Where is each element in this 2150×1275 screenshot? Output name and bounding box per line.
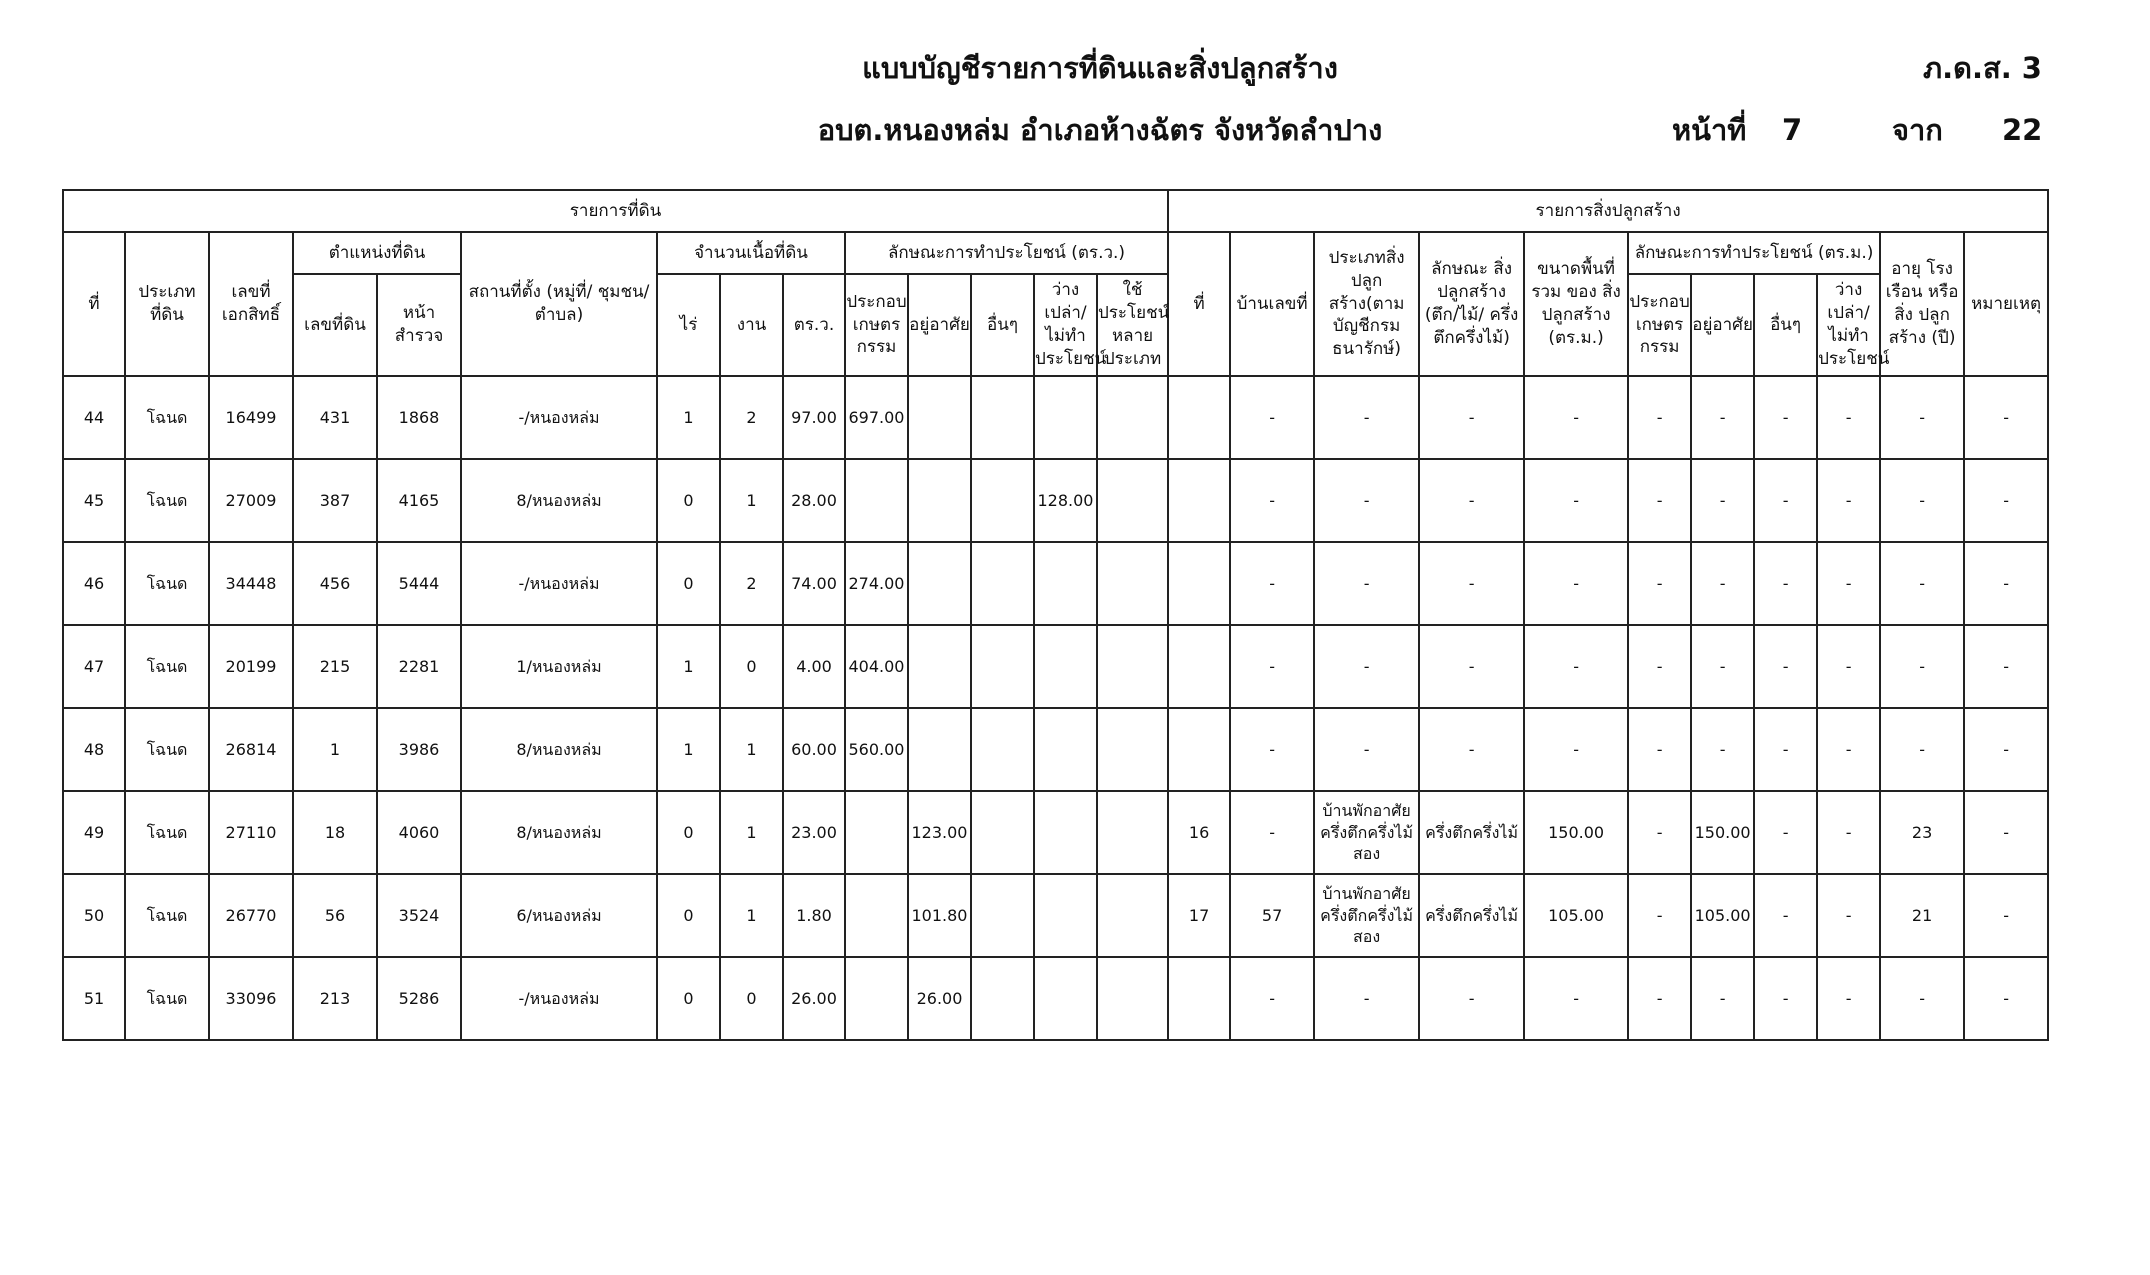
- col-building-residence: อยู่อาศัย: [1691, 274, 1754, 376]
- cell-no: 48: [63, 708, 125, 791]
- col-building-other: อื่นๆ: [1754, 274, 1817, 376]
- cell-type: โฉนด: [125, 957, 209, 1040]
- cell-agri: [845, 791, 908, 874]
- cell-no: 44: [63, 376, 125, 459]
- col-building-type: ประเภทสิ่งปลูกสร้าง(ตามบัญชีกรมธนารักษ์): [1314, 232, 1419, 376]
- cell-type: โฉนด: [125, 708, 209, 791]
- col-title-deed-no: เลขที่ เอกสิทธิ์: [209, 232, 293, 376]
- cell-b-area: -: [1524, 625, 1628, 708]
- cell-b-no: [1168, 625, 1230, 708]
- cell-b-type: -: [1314, 376, 1419, 459]
- cell-oth: [971, 874, 1034, 957]
- cell-b-type: -: [1314, 957, 1419, 1040]
- cell-wa: 1.80: [783, 874, 845, 957]
- document-title: แบบบัญชีรายการที่ดินและสิ่งปลูกสร้าง: [862, 51, 1338, 85]
- cell-remark: -: [1964, 708, 2048, 791]
- group-building-use: ลักษณะการทำประโยชน์ (ตร.ม.): [1628, 232, 1880, 274]
- col-rai: ไร่: [657, 274, 720, 376]
- cell-b-no: [1168, 376, 1230, 459]
- cell-b-agri: -: [1628, 874, 1691, 957]
- cell-vac: [1034, 708, 1097, 791]
- cell-multi: [1097, 874, 1168, 957]
- table-row: [63, 376, 2048, 459]
- cell-b-oth: -: [1754, 708, 1817, 791]
- cell-vac: [1034, 542, 1097, 625]
- table-row: [63, 957, 2048, 1040]
- cell-b-no: [1168, 542, 1230, 625]
- cell-b-area: -: [1524, 459, 1628, 542]
- cell-house: -: [1230, 791, 1314, 874]
- cell-b-vac: -: [1817, 791, 1880, 874]
- cell-b-char: ครึ่งตึกครึ่งไม้: [1419, 874, 1524, 957]
- cell-b-res: -: [1691, 376, 1754, 459]
- cell-rai: 0: [657, 957, 720, 1040]
- cell-deed: 26770: [209, 874, 293, 957]
- cell-page: 1868: [377, 376, 461, 459]
- cell-b-res: 150.00: [1691, 791, 1754, 874]
- cell-type: โฉนด: [125, 625, 209, 708]
- cell-page: 3524: [377, 874, 461, 957]
- cell-b-oth: -: [1754, 459, 1817, 542]
- table-row: [63, 625, 2048, 708]
- group-land-position: ตำแหน่งที่ดิน: [293, 232, 461, 274]
- cell-b-agri: -: [1628, 625, 1691, 708]
- cell-deed: 16499: [209, 376, 293, 459]
- cell-b-vac: -: [1817, 708, 1880, 791]
- cell-vac: [1034, 874, 1097, 957]
- table-row: [63, 791, 2048, 874]
- cell-ngan: 2: [720, 542, 783, 625]
- cell-remark: -: [1964, 791, 2048, 874]
- cell-b-char: -: [1419, 625, 1524, 708]
- cell-b-no: [1168, 708, 1230, 791]
- cell-page: 5286: [377, 957, 461, 1040]
- cell-type: โฉนด: [125, 376, 209, 459]
- cell-b-oth: -: [1754, 376, 1817, 459]
- cell-house: -: [1230, 459, 1314, 542]
- cell-b-no: 16: [1168, 791, 1230, 874]
- cell-remark: -: [1964, 625, 2048, 708]
- cell-b-type: บ้านพักอาศัยครึ่งตึกครึ่งไม้สอง: [1314, 791, 1419, 874]
- cell-vac: [1034, 957, 1097, 1040]
- cell-wa: 26.00: [783, 957, 845, 1040]
- col-land-no: เลขที่ดิน: [293, 274, 377, 376]
- table-row: [63, 542, 2048, 625]
- cell-b-type: -: [1314, 708, 1419, 791]
- cell-wa: 74.00: [783, 542, 845, 625]
- cell-b-area: 105.00: [1524, 874, 1628, 957]
- cell-no: 47: [63, 625, 125, 708]
- cell-loc: 8/หนองหล่ม: [461, 791, 657, 874]
- cell-b-vac: -: [1817, 459, 1880, 542]
- document-subtitle: อบต.หนองหล่ม อำเภอห้างฉัตร จังหวัดลำปาง: [817, 113, 1383, 147]
- col-building-agriculture: ประกอบ เกษตร กรรม: [1628, 274, 1691, 376]
- cell-loc: 8/หนองหล่ม: [461, 708, 657, 791]
- cell-multi: [1097, 791, 1168, 874]
- table-row: [63, 874, 2048, 957]
- cell-b-oth: -: [1754, 957, 1817, 1040]
- cell-agri: 274.00: [845, 542, 908, 625]
- cell-page: 4060: [377, 791, 461, 874]
- cell-oth: [971, 542, 1034, 625]
- col-building-vacant: ว่างเปล่า/ ไม่ทำ ประโยชน์: [1817, 274, 1880, 376]
- cell-b-oth: -: [1754, 625, 1817, 708]
- cell-age: -: [1880, 542, 1964, 625]
- table-body: [63, 376, 2048, 1040]
- table-row: [63, 459, 2048, 542]
- cell-b-vac: -: [1817, 874, 1880, 957]
- cell-b-res: -: [1691, 957, 1754, 1040]
- col-vacant: ว่างเปล่า/ ไม่ทำ ประโยชน์: [1034, 274, 1097, 376]
- cell-deed: 26814: [209, 708, 293, 791]
- cell-b-agri: -: [1628, 957, 1691, 1040]
- cell-vac: [1034, 791, 1097, 874]
- cell-b-area: -: [1524, 708, 1628, 791]
- cell-b-agri: -: [1628, 376, 1691, 459]
- cell-b-char: ครึ่งตึกครึ่งไม้: [1419, 791, 1524, 874]
- col-no: ที่: [63, 232, 125, 376]
- col-building-no: ที่: [1168, 232, 1230, 376]
- cell-age: -: [1880, 708, 1964, 791]
- cell-wa: 60.00: [783, 708, 845, 791]
- cell-vac: [1034, 376, 1097, 459]
- cell-res: 101.80: [908, 874, 971, 957]
- cell-b-char: -: [1419, 957, 1524, 1040]
- cell-house: -: [1230, 957, 1314, 1040]
- cell-b-type: -: [1314, 459, 1419, 542]
- col-building-age: อายุ โรงเรือน หรือสิ่ง ปลูกสร้าง (ปี): [1880, 232, 1964, 376]
- cell-house: 57: [1230, 874, 1314, 957]
- cell-land-no: 18: [293, 791, 377, 874]
- cell-rai: 1: [657, 376, 720, 459]
- cell-vac: 128.00: [1034, 459, 1097, 542]
- cell-loc: -/หนองหล่ม: [461, 542, 657, 625]
- cell-b-char: -: [1419, 708, 1524, 791]
- col-multi-use: ใช้ประโยชน์ หลาย ประเภท: [1097, 274, 1168, 376]
- cell-no: 45: [63, 459, 125, 542]
- cell-age: 21: [1880, 874, 1964, 957]
- group-land-use: ลักษณะการทำประโยชน์ (ตร.ว.): [845, 232, 1168, 274]
- col-remark: หมายเหตุ: [1964, 232, 2048, 376]
- cell-agri: 560.00: [845, 708, 908, 791]
- cell-page: 3986: [377, 708, 461, 791]
- cell-b-res: -: [1691, 459, 1754, 542]
- cell-land-no: 456: [293, 542, 377, 625]
- cell-agri: [845, 957, 908, 1040]
- cell-b-char: -: [1419, 376, 1524, 459]
- cell-b-agri: -: [1628, 708, 1691, 791]
- cell-rai: 0: [657, 542, 720, 625]
- cell-type: โฉนด: [125, 791, 209, 874]
- cell-land-no: 387: [293, 459, 377, 542]
- cell-land-no: 215: [293, 625, 377, 708]
- col-survey-page: หน้า สำรวจ: [377, 274, 461, 376]
- cell-type: โฉนด: [125, 874, 209, 957]
- cell-b-area: -: [1524, 542, 1628, 625]
- cell-wa: 4.00: [783, 625, 845, 708]
- cell-b-oth: -: [1754, 874, 1817, 957]
- cell-b-area: -: [1524, 376, 1628, 459]
- col-building-character: ลักษณะ สิ่งปลูกสร้าง (ตึก/ไม้/ ครึ่งตึกครึ่งไม้): [1419, 232, 1524, 376]
- cell-age: -: [1880, 957, 1964, 1040]
- cell-rai: 0: [657, 791, 720, 874]
- cell-b-char: -: [1419, 542, 1524, 625]
- cell-b-res: -: [1691, 542, 1754, 625]
- cell-res: [908, 625, 971, 708]
- cell-no: 50: [63, 874, 125, 957]
- section-land: รายการที่ดิน: [63, 190, 1168, 232]
- cell-b-no: [1168, 957, 1230, 1040]
- cell-ngan: 1: [720, 459, 783, 542]
- cell-multi: [1097, 708, 1168, 791]
- cell-deed: 27009: [209, 459, 293, 542]
- cell-b-area: 150.00: [1524, 791, 1628, 874]
- cell-multi: [1097, 459, 1168, 542]
- cell-ngan: 0: [720, 957, 783, 1040]
- col-sq-wa: ตร.ว.: [783, 274, 845, 376]
- cell-type: โฉนด: [125, 459, 209, 542]
- cell-land-no: 56: [293, 874, 377, 957]
- cell-res: 123.00: [908, 791, 971, 874]
- cell-page: 2281: [377, 625, 461, 708]
- cell-loc: -/หนองหล่ม: [461, 376, 657, 459]
- cell-ngan: 1: [720, 708, 783, 791]
- cell-wa: 23.00: [783, 791, 845, 874]
- cell-b-agri: -: [1628, 542, 1691, 625]
- cell-oth: [971, 957, 1034, 1040]
- cell-ngan: 2: [720, 376, 783, 459]
- cell-b-agri: -: [1628, 459, 1691, 542]
- col-location: สถานที่ตั้ง (หมู่ที่/ ชุมชน/ ตำบล): [461, 232, 657, 376]
- cell-b-agri: -: [1628, 791, 1691, 874]
- cell-b-type: บ้านพักอาศัยครึ่งตึกครึ่งไม้สอง: [1314, 874, 1419, 957]
- cell-remark: -: [1964, 957, 2048, 1040]
- cell-res: [908, 459, 971, 542]
- cell-rai: 0: [657, 459, 720, 542]
- col-ngan: งาน: [720, 274, 783, 376]
- page-number: 7: [1782, 113, 1803, 147]
- cell-loc: 6/หนองหล่ม: [461, 874, 657, 957]
- cell-house: -: [1230, 542, 1314, 625]
- cell-remark: -: [1964, 376, 2048, 459]
- cell-oth: [971, 625, 1034, 708]
- cell-res: [908, 542, 971, 625]
- page-info: [1672, 110, 2042, 150]
- cell-remark: -: [1964, 542, 2048, 625]
- cell-b-type: -: [1314, 542, 1419, 625]
- cell-oth: [971, 791, 1034, 874]
- cell-rai: 1: [657, 708, 720, 791]
- cell-b-char: -: [1419, 459, 1524, 542]
- cell-multi: [1097, 376, 1168, 459]
- col-land-type: ประเภท ที่ดิน: [125, 232, 209, 376]
- cell-age: -: [1880, 376, 1964, 459]
- col-house-no: บ้านเลขที่: [1230, 232, 1314, 376]
- cell-b-vac: -: [1817, 625, 1880, 708]
- cell-multi: [1097, 542, 1168, 625]
- cell-type: โฉนด: [125, 542, 209, 625]
- cell-land-no: 213: [293, 957, 377, 1040]
- cell-no: 46: [63, 542, 125, 625]
- cell-remark: -: [1964, 874, 2048, 957]
- cell-oth: [971, 459, 1034, 542]
- cell-res: [908, 708, 971, 791]
- cell-vac: [1034, 625, 1097, 708]
- cell-b-area: -: [1524, 957, 1628, 1040]
- cell-b-oth: -: [1754, 542, 1817, 625]
- cell-no: 49: [63, 791, 125, 874]
- cell-house: -: [1230, 376, 1314, 459]
- cell-agri: [845, 459, 908, 542]
- cell-page: 4165: [377, 459, 461, 542]
- cell-multi: [1097, 625, 1168, 708]
- cell-b-res: -: [1691, 708, 1754, 791]
- cell-ngan: 1: [720, 791, 783, 874]
- cell-rai: 0: [657, 874, 720, 957]
- cell-house: -: [1230, 625, 1314, 708]
- cell-land-no: 1: [293, 708, 377, 791]
- cell-remark: -: [1964, 459, 2048, 542]
- cell-loc: 1/หนองหล่ม: [461, 625, 657, 708]
- cell-b-res: 105.00: [1691, 874, 1754, 957]
- cell-b-vac: -: [1817, 957, 1880, 1040]
- land-building-table: [62, 189, 2049, 1041]
- cell-rai: 1: [657, 625, 720, 708]
- cell-agri: [845, 874, 908, 957]
- cell-b-vac: -: [1817, 542, 1880, 625]
- form-code: ภ.ด.ส. 3: [1923, 51, 2042, 85]
- cell-land-no: 431: [293, 376, 377, 459]
- group-land-area: จำนวนเนื้อที่ดิน: [657, 232, 845, 274]
- col-residence: อยู่อาศัย: [908, 274, 971, 376]
- cell-res: 26.00: [908, 957, 971, 1040]
- cell-b-oth: -: [1754, 791, 1817, 874]
- cell-b-no: 17: [1168, 874, 1230, 957]
- col-agriculture: ประกอบ เกษตร กรรม: [845, 274, 908, 376]
- total-pages: 22: [2002, 113, 2043, 147]
- cell-no: 51: [63, 957, 125, 1040]
- cell-oth: [971, 708, 1034, 791]
- cell-wa: 97.00: [783, 376, 845, 459]
- cell-wa: 28.00: [783, 459, 845, 542]
- cell-b-res: -: [1691, 625, 1754, 708]
- of-label: จาก: [1892, 113, 1943, 147]
- cell-age: 23: [1880, 791, 1964, 874]
- cell-agri: 697.00: [845, 376, 908, 459]
- cell-deed: 27110: [209, 791, 293, 874]
- cell-house: -: [1230, 708, 1314, 791]
- cell-age: -: [1880, 625, 1964, 708]
- cell-deed: 34448: [209, 542, 293, 625]
- col-other: อื่นๆ: [971, 274, 1034, 376]
- section-building: รายการสิ่งปลูกสร้าง: [1168, 190, 2048, 232]
- cell-ngan: 1: [720, 874, 783, 957]
- cell-res: [908, 376, 971, 459]
- cell-ngan: 0: [720, 625, 783, 708]
- cell-agri: 404.00: [845, 625, 908, 708]
- cell-loc: -/หนองหล่ม: [461, 957, 657, 1040]
- page-label: หน้าที่: [1672, 113, 1747, 147]
- cell-loc: 8/หนองหล่ม: [461, 459, 657, 542]
- table-row: [63, 708, 2048, 791]
- cell-b-no: [1168, 459, 1230, 542]
- cell-multi: [1097, 957, 1168, 1040]
- cell-oth: [971, 376, 1034, 459]
- cell-b-type: -: [1314, 625, 1419, 708]
- cell-b-vac: -: [1817, 376, 1880, 459]
- col-building-area: ขนาดพื้นที่รวม ของ สิ่งปลูกสร้าง (ตร.ม.): [1524, 232, 1628, 376]
- cell-page: 5444: [377, 542, 461, 625]
- cell-deed: 33096: [209, 957, 293, 1040]
- cell-deed: 20199: [209, 625, 293, 708]
- cell-age: -: [1880, 459, 1964, 542]
